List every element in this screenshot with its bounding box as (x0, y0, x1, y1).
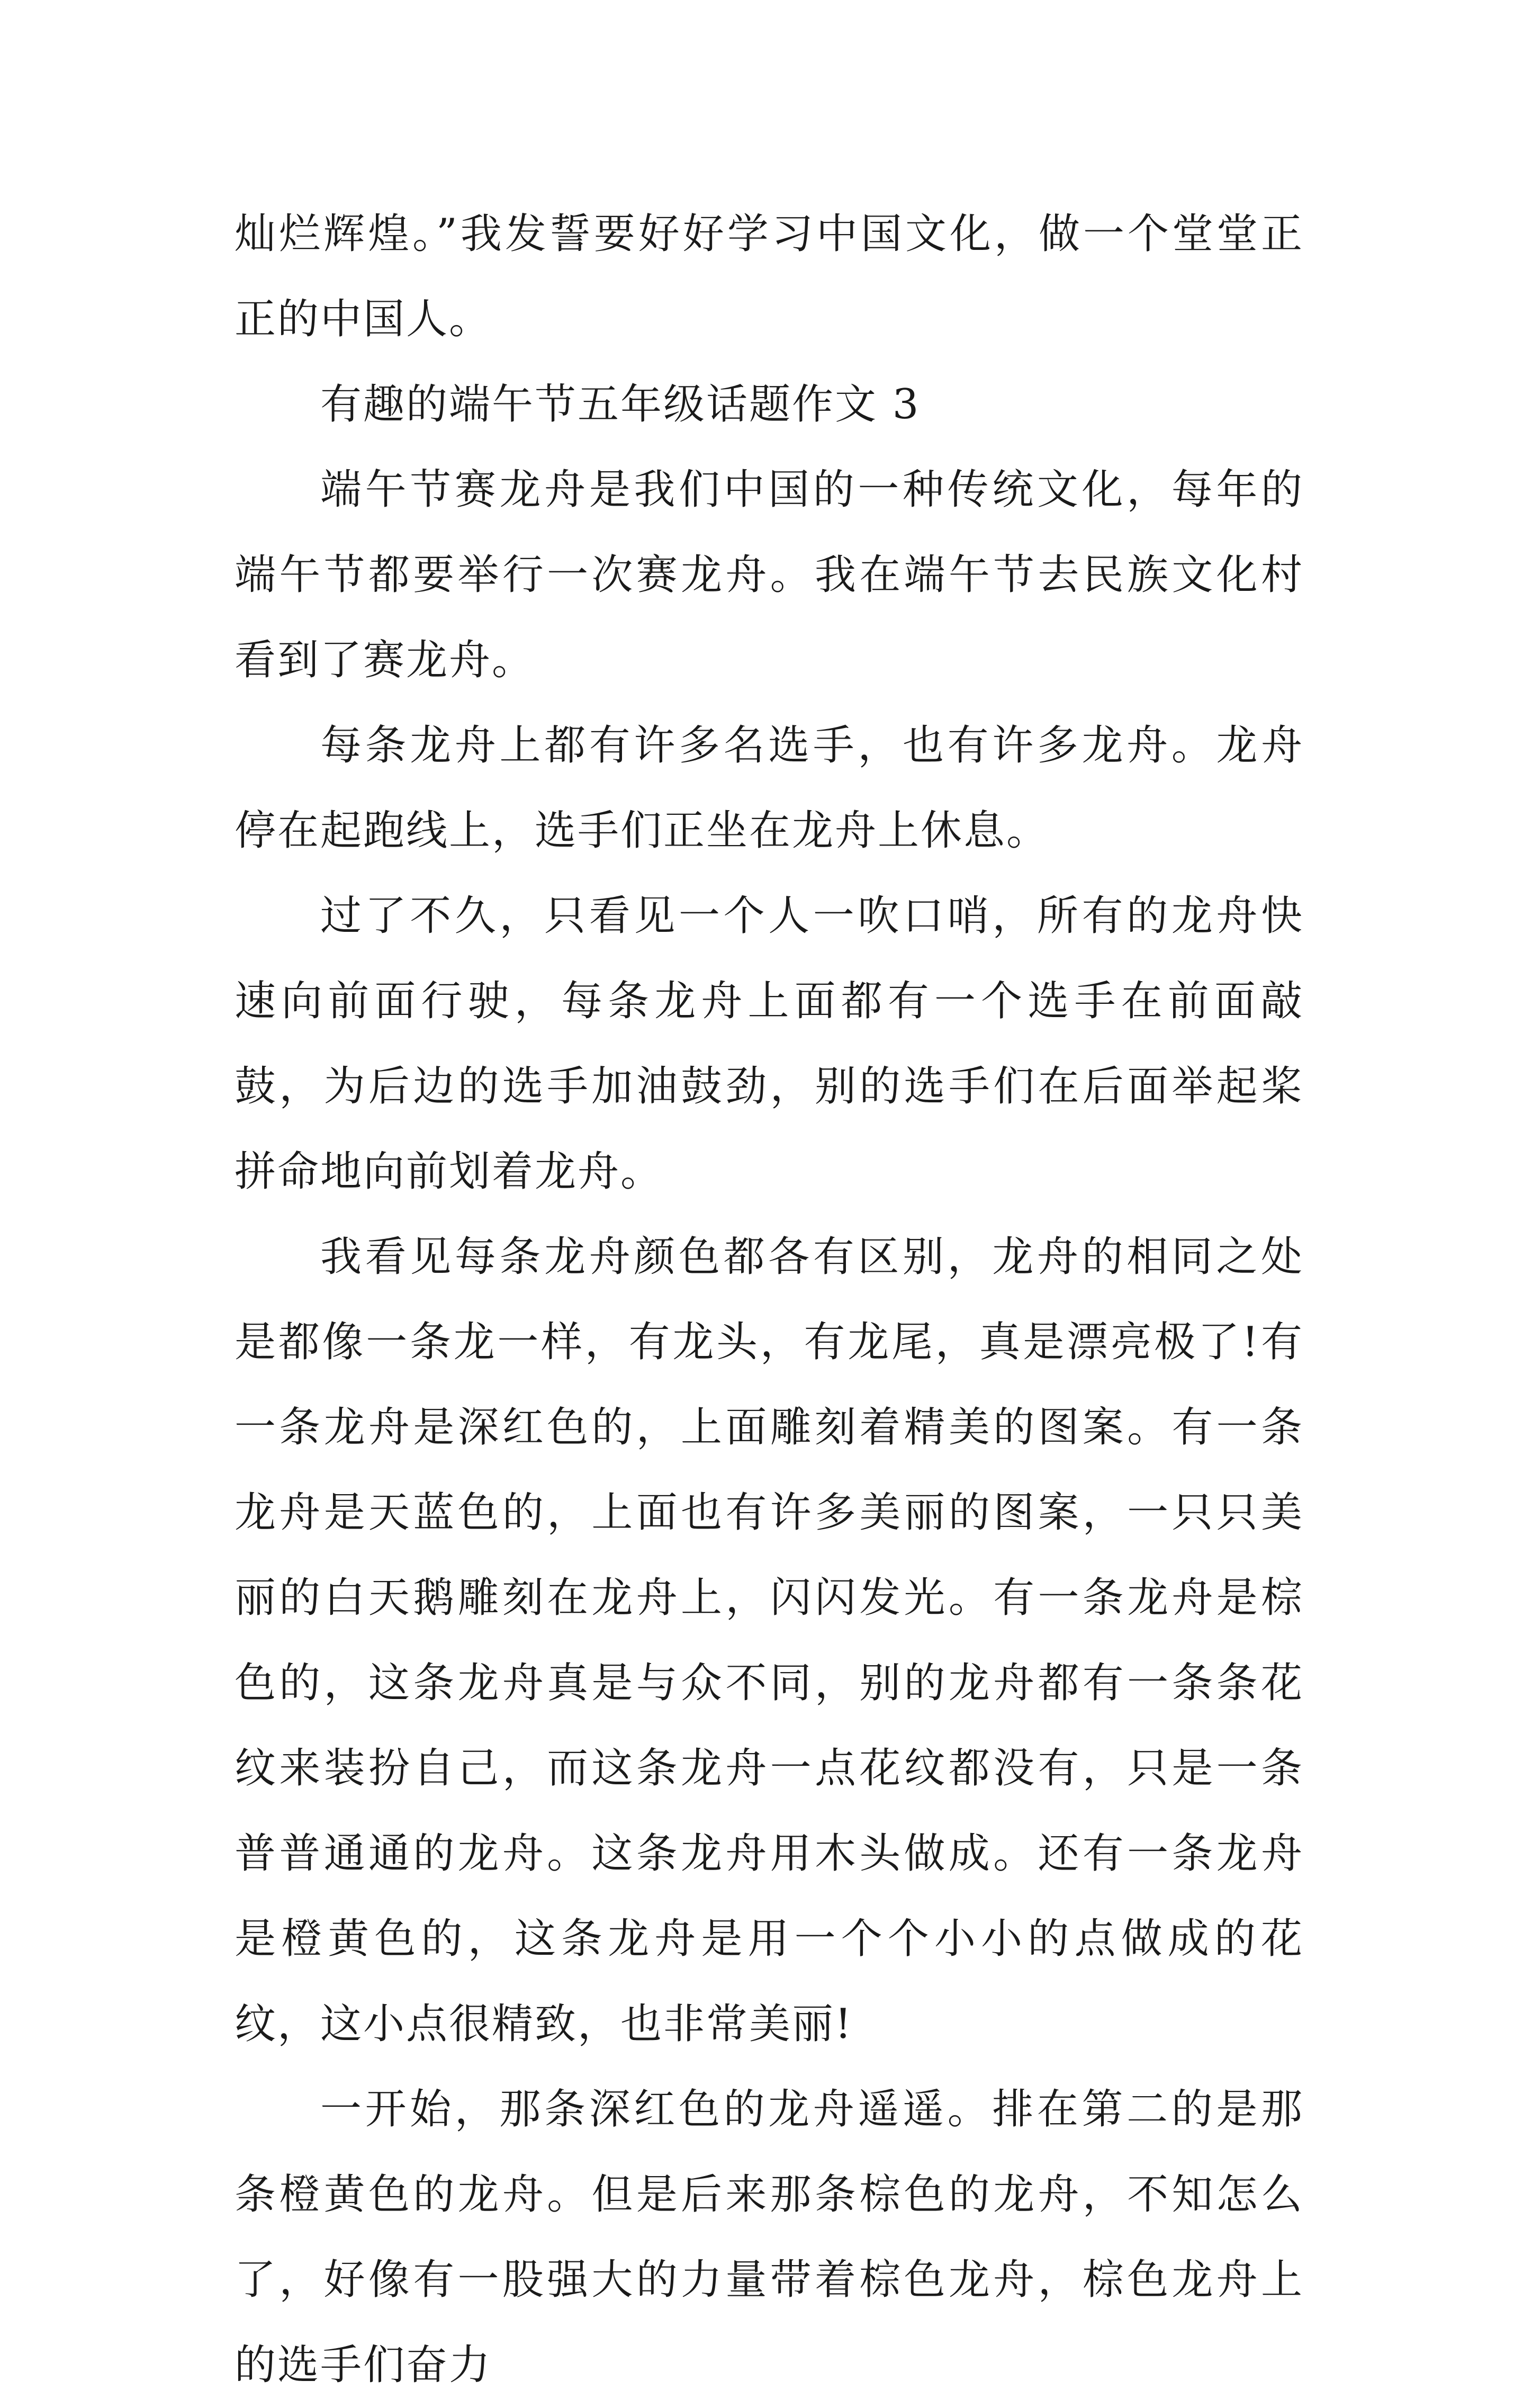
paragraph: 一开始，那条深红色的龙舟遥遥。排在第二的是那条橙黄色的龙舟。但是后来那条棕色的龙舟，不知怎么了，好像有一股强大的力量带着棕色龙舟，棕色龙舟上的选手们奋力 (235, 2086, 1304, 2389)
paragraph: 每条龙舟上都有许多名选手，也有许多龙舟。龙舟停在起跑线上，选手们正坐在龙舟上休息。 (235, 722, 1304, 855)
document-body (235, 192, 1304, 2408)
paragraph: 过了不久，只看见一个人一吹口哨，所有的龙舟快速向前面行驶，每条龙舟上面都有一个选手在前面敲鼓，为后边的选手加油鼓劲，别的选手们在后面举起桨拼命地向前划着龙舟。 (235, 892, 1304, 1196)
paragraph: 我看见每条龙舟颜色都各有区别，龙舟的相同之处是都像一条龙一样，有龙头，有龙尾，真是漂亮极了!有一条龙舟是深红色的，上面雕刻着精美的图案。有一条龙舟是天蓝色的，上面也有许多美丽的图案，一只只美丽的白天鹅雕刻在龙舟上，闪闪发光。有一条龙舟是棕色的，这条龙舟真是与众不同，别的龙舟都有一条条花纹来装扮自己，而这条龙舟一点花纹都没有，只是一条普普通通的龙舟。这条龙舟用木头做成。还有一条龙舟是橙黄色的，这条龙舟是用一个个小小的点做成的花纹，这小点很精致，也非常美丽! (235, 1233, 1304, 2048)
paragraph: 端午节赛龙舟是我们中国的一种传统文化，每年的端午节都要举行一次赛龙舟。我在端午节去民族文化村看到了赛龙舟。 (235, 466, 1304, 684)
essay-title: 有趣的端午节五年级话题作文 3 (320, 381, 921, 428)
paragraph: 灿烂辉煌。”我发誓要好好学习中国文化，做一个堂堂正正的中国人。 (235, 210, 1304, 343)
